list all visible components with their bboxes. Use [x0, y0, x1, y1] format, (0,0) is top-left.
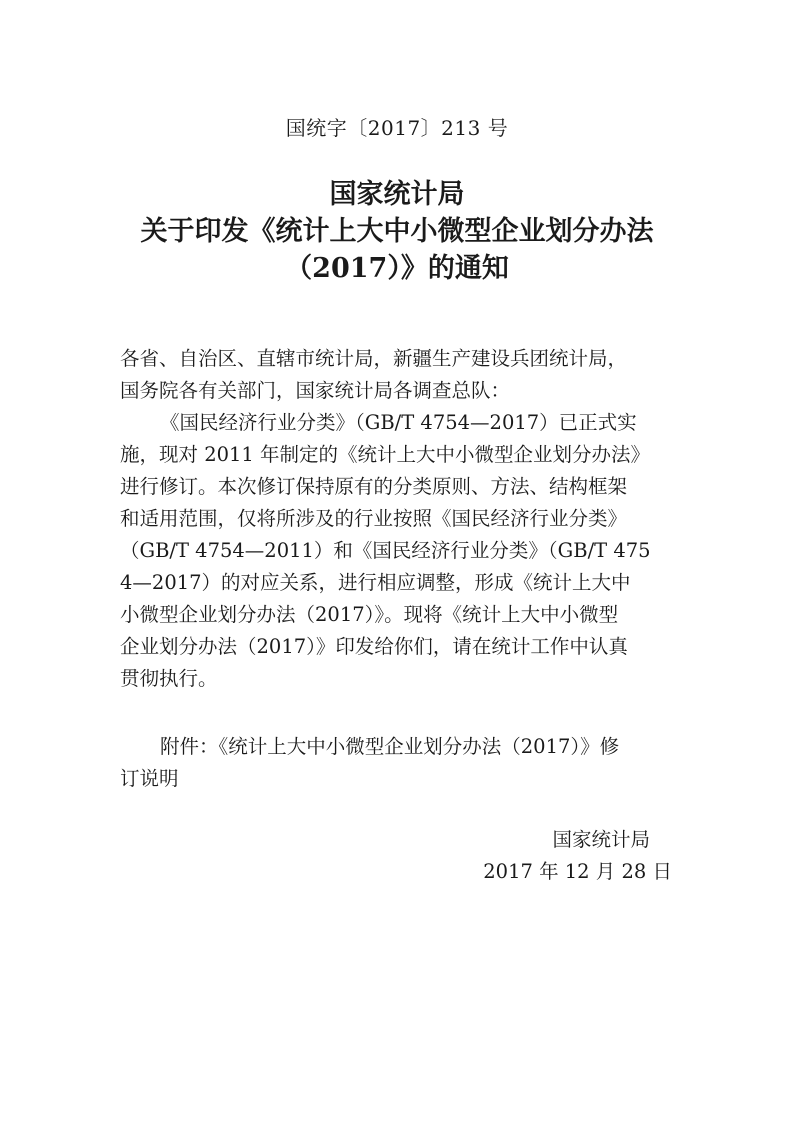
paragraph-line: 《国民经济行业分类》（GB/T 4754—2017）已正式实	[160, 411, 637, 434]
attachment-line: 附件：《统计上大中小微型企业划分办法（2017）》修	[160, 735, 620, 758]
addressee-line: 各省、自治区、直辖市统计局，新疆生产建设兵团统计局，	[120, 347, 628, 370]
signature-date: 2017 年 12 月 28 日	[483, 860, 672, 883]
paragraph-line: 施，现对 2011 年制定的《统计上大中小微型企业划分办法》	[120, 443, 651, 466]
attachment-note	[120, 731, 675, 795]
paragraph-line: （GB/T 4754—2011）和《国民经济行业分类》（GB/T 475	[120, 539, 651, 562]
addressee-block	[120, 343, 675, 407]
title-line-subject-end: （2017）》的通知	[285, 253, 509, 284]
document-title	[0, 176, 794, 287]
signature-organization: 国家统计局	[552, 828, 650, 851]
document-number: 国统字〔2017〕213 号	[285, 116, 509, 140]
body-paragraph	[120, 407, 675, 695]
paragraph-line: 小微型企业划分办法（2017）》。现将《统计上大中小微型	[120, 603, 619, 626]
paragraph-line: 进行修订。本次修订保持原有的分类原则、方法、结构框架	[120, 475, 628, 498]
addressee-line: 国务院各有关部门，国家统计局各调查总队：	[120, 379, 511, 402]
paragraph-line: 贯彻执行。	[120, 667, 218, 690]
paragraph-line: 和适用范围，仅将所涉及的行业按照《国民经济行业分类》	[120, 507, 628, 530]
paragraph-line: 企业划分办法（2017）》印发给你们，请在统计工作中认真	[120, 635, 628, 658]
title-line-issuer: 国家统计局	[329, 179, 465, 210]
title-line-subject: 关于印发《统计上大中小微型企业划分办法	[140, 216, 654, 247]
attachment-line: 订说明	[120, 767, 179, 790]
paragraph-line: 4—2017）的对应关系，进行相应调整，形成《统计上大中	[120, 571, 631, 594]
